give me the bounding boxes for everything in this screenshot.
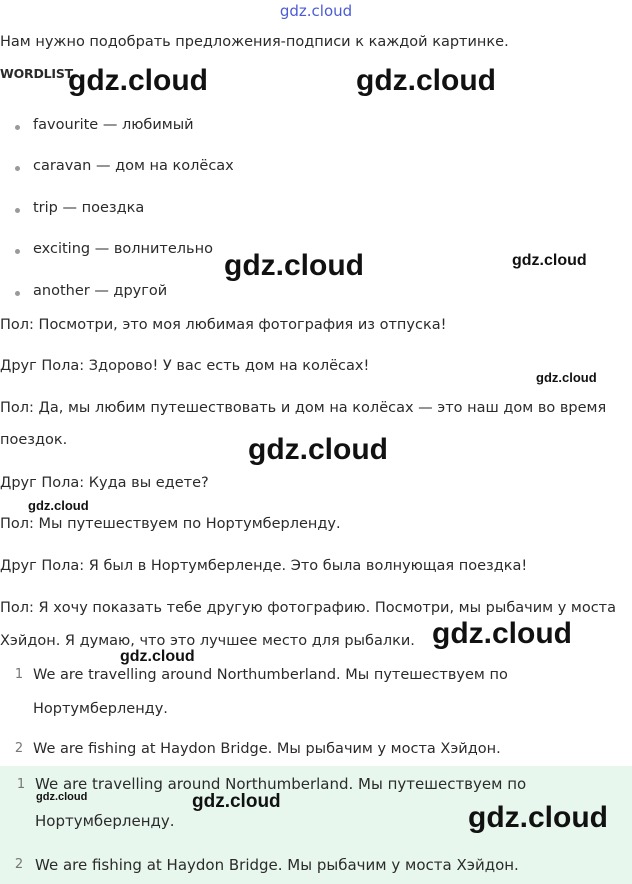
dialogue-line: Пол: Я хочу показать тебе другую фотографию. Посмотри, мы рыбачим у моста — [0, 600, 616, 616]
dialogue-line-continuation: поездок. — [0, 432, 68, 448]
dialogue-line: Друг Пола: Я был в Нортумберленде. Это была волнующая поездка! — [0, 558, 528, 574]
bullet-icon — [15, 249, 20, 254]
answer-item-continuation: Нортумберленду. — [35, 812, 175, 830]
dialogue-line: Друг Пола: Здорово! У вас есть дом на колёсах! — [0, 358, 370, 374]
site-watermark: gdz.cloud — [279, 2, 353, 20]
wordlist-heading: WORDLIST — [0, 66, 73, 81]
watermark: gdz.cloud — [248, 433, 388, 466]
list-item: We are fishing at Haydon Bridge. Мы рыбачим у моста Хэйдон. — [33, 741, 501, 757]
list-item-continuation: Нортумберленду. — [33, 701, 168, 717]
wordlist-item: caravan — дом на колёсах — [33, 158, 234, 174]
list-number: 1 — [14, 667, 24, 682]
bullet-icon — [15, 208, 20, 213]
watermark: gdz.cloud — [120, 648, 195, 665]
dialogue-line-continuation: Хэйдон. Я думаю, что это лучшее место для рыбалки. — [0, 633, 415, 649]
answer-item: We are travelling around Northumberland. Мы путешествуем по — [35, 775, 527, 793]
answer-item: We are fishing at Haydon Bridge. Мы рыбачим у моста Хэйдон. — [35, 856, 519, 874]
watermark: gdz.cloud — [536, 370, 597, 385]
dialogue-line: Друг Пола: Куда вы едете? — [0, 475, 209, 491]
dialogue-line: Пол: Да, мы любим путешествовать и дом на колёсах — это наш дом во время — [0, 400, 607, 416]
answer-number: 1 — [16, 777, 26, 792]
dialogue-line: Пол: Мы путешествуем по Нортумберленду. — [0, 516, 341, 532]
watermark: gdz.cloud — [224, 249, 364, 282]
watermark: gdz.cloud — [356, 64, 496, 97]
answer-number: 2 — [14, 857, 24, 872]
list-number: 2 — [14, 741, 24, 756]
bullet-icon — [15, 166, 20, 171]
intro-text: Нам нужно подобрать предложения-подписи к каждой картинке. — [0, 34, 509, 50]
wordlist-item: favourite — любимый — [33, 117, 194, 133]
list-item: We are travelling around Northumberland. Мы путешествуем по — [33, 667, 508, 683]
dialogue-line: Пол: Посмотри, это моя любимая фотография из отпуска! — [0, 317, 447, 333]
wordlist-item: another — другой — [33, 283, 168, 299]
watermark: gdz.cloud — [192, 791, 281, 812]
watermark: gdz.cloud — [432, 617, 572, 650]
watermark: gdz.cloud — [68, 64, 208, 97]
wordlist-item: exciting — волнительно — [33, 241, 213, 257]
bullet-icon — [15, 125, 20, 130]
watermark: gdz.cloud — [468, 801, 608, 834]
watermark: gdz.cloud — [28, 498, 89, 513]
wordlist-item: trip — поездка — [33, 200, 145, 216]
watermark: gdz.cloud — [36, 791, 88, 803]
watermark: gdz.cloud — [512, 252, 587, 269]
bullet-icon — [15, 291, 20, 296]
